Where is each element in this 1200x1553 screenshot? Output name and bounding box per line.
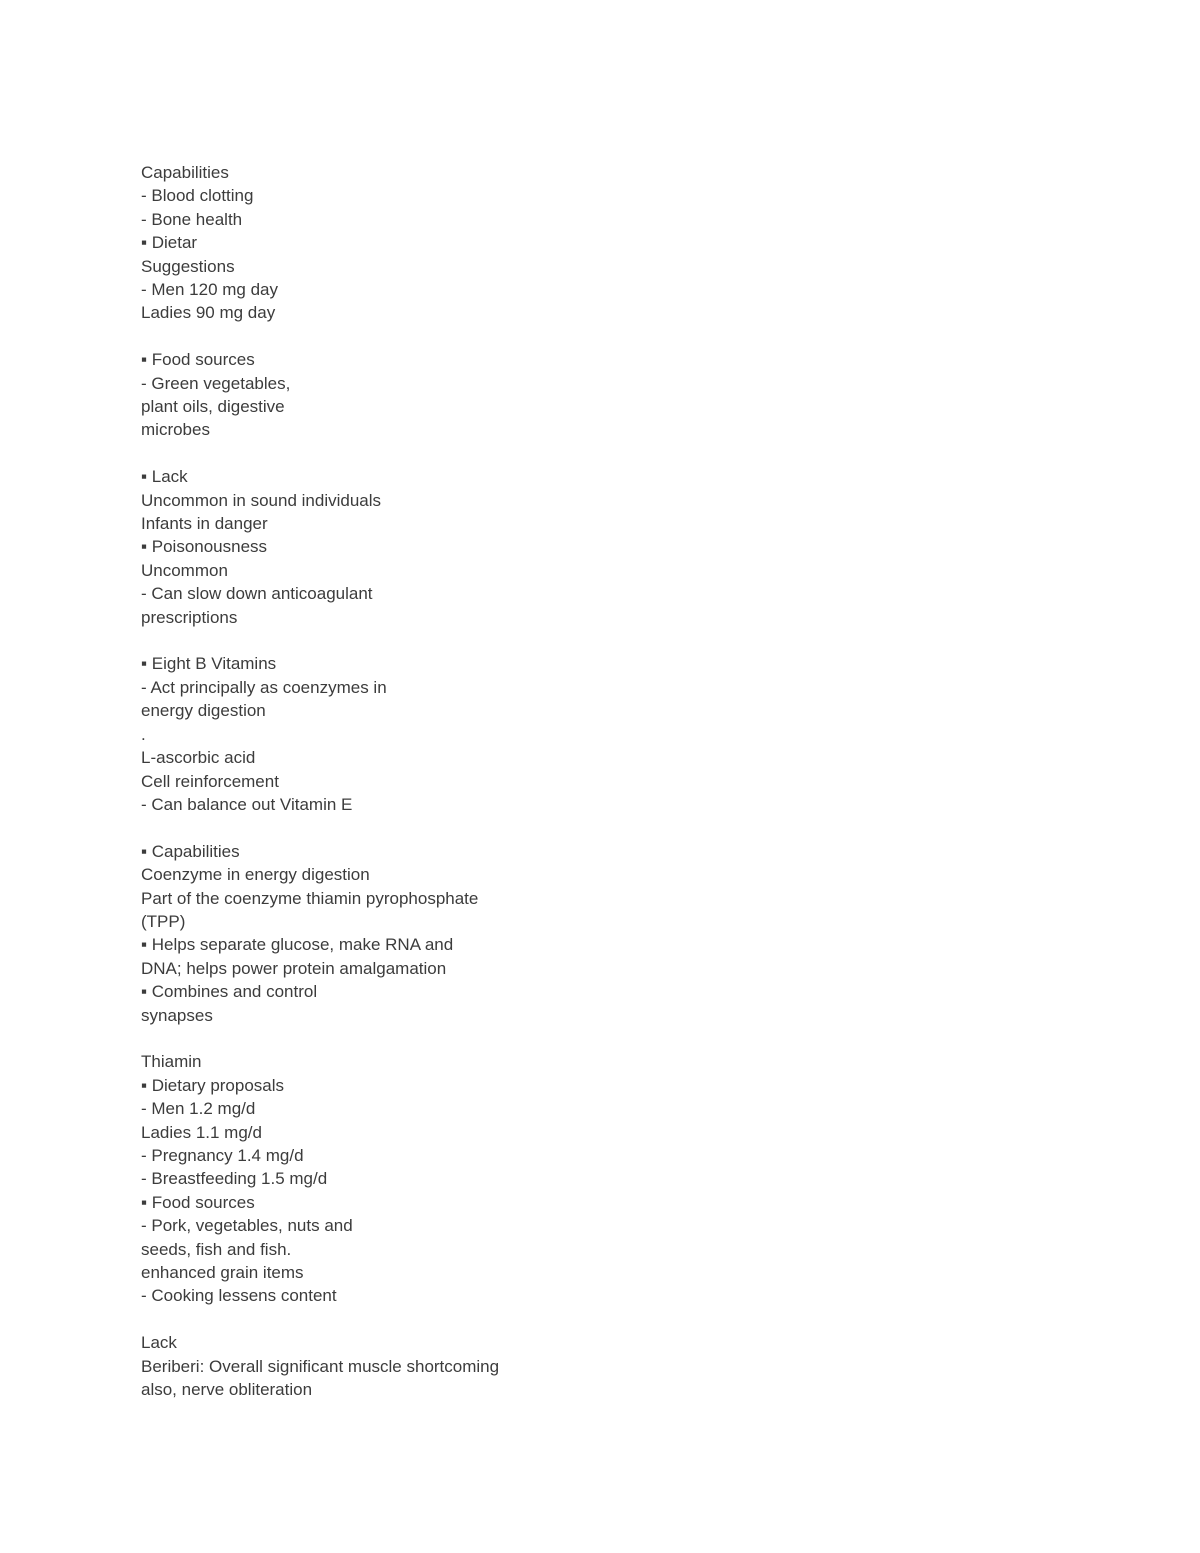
text-line: ▪ Poisonousness xyxy=(141,537,268,557)
text-line: ▪ Eight B Vitamins xyxy=(141,654,277,674)
text-line: prescriptions xyxy=(141,607,238,627)
document-body xyxy=(141,161,1041,1401)
blank-line xyxy=(141,442,1041,465)
text-line: Beriberi: Overall significant muscle shortcoming xyxy=(141,1356,500,1376)
text-line: Cell reinforcement xyxy=(141,771,279,791)
blank-line xyxy=(141,1308,1041,1331)
text-line: ▪ Food sources xyxy=(141,350,255,370)
text-line: ▪ Food sources xyxy=(141,1192,255,1212)
text-line: Capabilities xyxy=(141,163,229,182)
text-line: - Men 1.2 mg/d xyxy=(141,1099,256,1119)
text-line: Lack xyxy=(141,1333,177,1353)
text-line: - Pork, vegetables, nuts and xyxy=(141,1216,353,1236)
text-line: synapses xyxy=(141,1005,213,1025)
text-line: - Can slow down anticoagulant xyxy=(141,584,373,604)
text-line: ▪ Dietary proposals xyxy=(141,1075,285,1095)
text-line: seeds, fish and fish. xyxy=(141,1239,292,1259)
text-line: ▪ Combines and control xyxy=(141,982,318,1002)
text-line: Suggestions xyxy=(141,256,235,276)
text-line: DNA; helps power protein amalgamation xyxy=(141,958,447,978)
text-line: - Act principally as coenzymes in xyxy=(141,677,387,697)
text-line: - Can balance out Vitamin E xyxy=(141,794,353,814)
text-line: ▪ Dietar xyxy=(141,233,198,253)
text-line: - Men 120 mg day xyxy=(141,280,279,300)
text-line: (TPP) xyxy=(141,911,186,931)
text-line: Uncommon in sound individuals xyxy=(141,490,382,510)
text-line: - Green vegetables, xyxy=(141,373,291,393)
text-line: Coenzyme in energy digestion xyxy=(141,865,370,885)
blank-line xyxy=(141,325,1041,348)
text-line: - Pregnancy 1.4 mg/d xyxy=(141,1145,304,1165)
text-line: - Cooking lessens content xyxy=(141,1286,337,1306)
text-line: ▪ Capabilities xyxy=(141,841,240,861)
text-line: L-ascorbic acid xyxy=(141,748,256,768)
text-line: ▪ Helps separate glucose, make RNA and xyxy=(141,935,454,955)
text-line: Part of the coenzyme thiamin pyrophosphate xyxy=(141,888,479,908)
text-line: energy digestion xyxy=(141,701,266,721)
text-line: - Bone health xyxy=(141,209,243,229)
text-line: ▪ Lack xyxy=(141,467,188,487)
text-line: Thiamin xyxy=(141,1052,202,1072)
blank-line xyxy=(141,629,1041,652)
text-line: - Blood clotting xyxy=(141,186,254,206)
text-line: Ladies 90 mg day xyxy=(141,303,276,323)
text-line: Ladies 1.1 mg/d xyxy=(141,1122,262,1142)
blank-line xyxy=(141,1027,1041,1050)
text-line: enhanced grain items xyxy=(141,1263,304,1283)
text-line: Infants in danger xyxy=(141,514,268,534)
text-line: Uncommon xyxy=(141,560,228,580)
text-line: microbes xyxy=(141,420,210,440)
text-line: also, nerve obliteration xyxy=(141,1380,313,1400)
text-line: plant oils, digestive xyxy=(141,397,285,417)
text-line: - Breastfeeding 1.5 mg/d xyxy=(141,1169,328,1189)
blank-line xyxy=(141,816,1041,839)
text-line: . xyxy=(141,724,146,744)
